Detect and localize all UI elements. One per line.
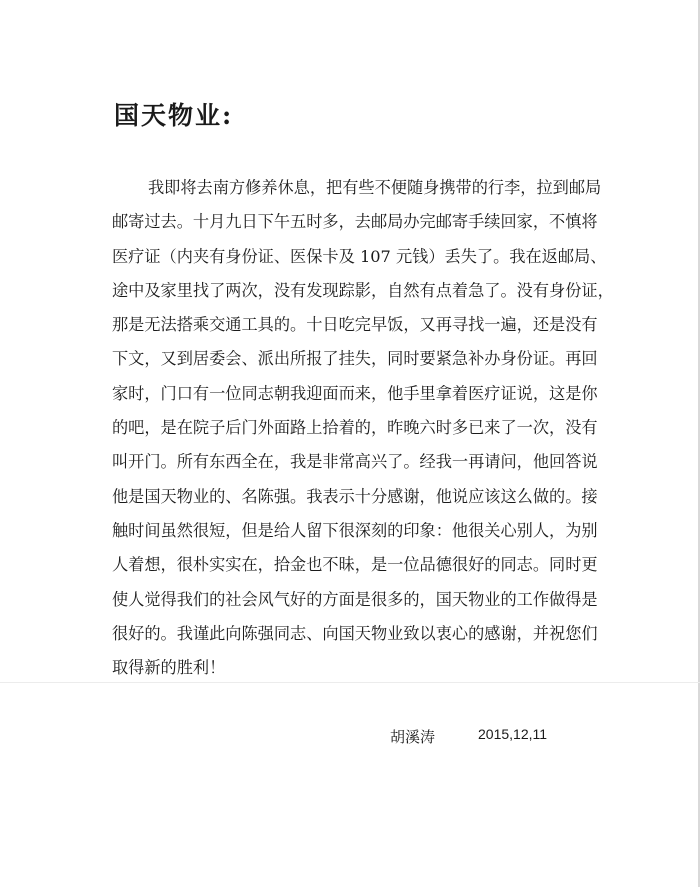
body-line: 取得新的胜利！ — [112, 658, 226, 678]
letter-body — [112, 171, 612, 685]
body-line: 医疗证（内夹有身份证、医保卡及 107 元钱）丢失了。我在返邮局、 — [112, 246, 607, 266]
body-line: 下文，又到居委会、派出所报了挂失，同时要紧急补办身份证。再回 — [112, 349, 598, 369]
letter-salutation: 国天物业: — [114, 101, 234, 130]
body-line: 使人觉得我们的社会风气好的方面是很多的，国天物业的工作做得是 — [112, 589, 598, 609]
signature-name: 胡溪涛 — [390, 728, 436, 746]
body-line: 他是国天物业的、名陈强。我表示十分感谢，他说应该这么做的。接 — [112, 486, 598, 506]
body-line: 途中及家里找了两次，没有发现踪影，自然有点着急了。没有身份证， — [112, 280, 614, 300]
signature-date: 2015,12,11 — [478, 726, 548, 742]
body-line: 叫开门。所有东西全在，我是非常高兴了。经我一再请问，他回答说 — [112, 452, 598, 472]
body-line: 人着想，很朴实实在，拾金也不昧，是一位品德很好的同志。同时更 — [112, 555, 598, 575]
body-line: 我即将去南方修养休息，把有些不便随身携带的行李，拉到邮局 — [148, 178, 602, 197]
body-line: 很好的。我谨此向陈强同志、向国天物业致以衷心的感谢，并祝您们 — [112, 623, 598, 643]
body-line: 触时间虽然很短，但是给人留下很深刻的印象：他很关心别人，为别 — [112, 520, 598, 540]
body-line: 邮寄过去。十月九日下午五时多，去邮局办完邮寄手续回家，不慎将 — [112, 212, 598, 232]
body-line: 那是无法搭乘交通工具的。十日吃完早饭，又再寻找一遍，还是没有 — [112, 315, 598, 335]
body-line: 的吧，是在院子后门外面路上拾着的，昨晚六时多已来了一次，没有 — [112, 418, 598, 438]
body-line: 家时，门口有一位同志朝我迎面而来，他手里拿着医疗证说，这是你 — [112, 383, 598, 403]
